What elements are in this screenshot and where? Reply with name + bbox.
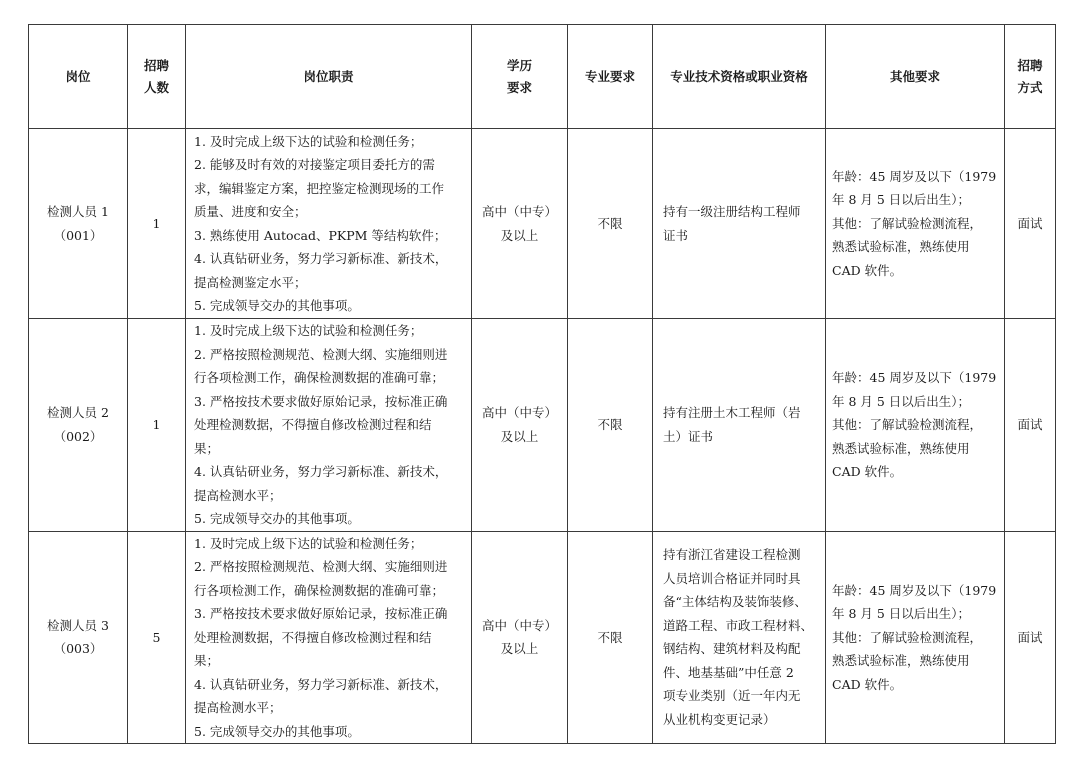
other-line: 年 8 月 5 日以后出生）； xyxy=(832,393,971,409)
other-line: CAD 软件。 xyxy=(832,464,903,479)
other-line: 其他：了解试验检测流程， xyxy=(832,215,983,231)
duty-line: 2. 能够及时有效的对接鉴定项目委托方的需 xyxy=(194,157,435,172)
header-major: 专业要求 xyxy=(568,25,653,129)
cell-count: 5 xyxy=(128,531,186,744)
duty-line: 2. 严格按照检测规范、检测大纲、实施细则进 xyxy=(194,559,448,574)
duty-line: 5. 完成领导交办的其他事项。 xyxy=(194,511,360,526)
duty-line: 2. 严格按照检测规范、检测大纲、实施细则进 xyxy=(194,346,448,362)
education-line: 高中（中专） xyxy=(481,204,557,219)
qualification-line: 从业机构变更记录） xyxy=(663,711,776,727)
qualification-line: 备“主体结构及装饰装修、 xyxy=(663,594,807,610)
table-row xyxy=(29,319,1056,532)
header-other: 其他要求 xyxy=(826,25,1005,129)
table-row xyxy=(29,531,1056,744)
other-line: 其他：了解试验检测流程， xyxy=(832,417,983,432)
duty-line: 4. 认真钻研业务，努力学习新标准、新技术， xyxy=(194,251,448,266)
duty-line: 3. 严格按技术要求做好原始记录，按标准正确 xyxy=(194,393,448,409)
cell-education xyxy=(472,129,568,319)
qualification-line: 土）证书 xyxy=(663,428,714,444)
duty-line: 3. 熟练使用 Autocad、PKPM 等结构软件； xyxy=(194,227,447,243)
cell-qualification xyxy=(653,531,826,744)
header-education xyxy=(472,25,568,129)
education-line: 及以上 xyxy=(500,641,539,657)
other-line: 其他：了解试验检测流程， xyxy=(832,629,983,645)
cell-major: 不限 xyxy=(568,319,653,532)
recruitment-table xyxy=(28,24,1056,744)
header-education-line: 要求 xyxy=(506,79,532,95)
cell-position xyxy=(29,319,128,532)
duty-line: 4. 认真钻研业务，努力学习新标准、新技术， xyxy=(194,464,448,479)
header-method-line: 招聘 xyxy=(1017,57,1043,73)
qualification-line: 持有浙江省建设工程检测 xyxy=(663,547,801,563)
cell-count: 1 xyxy=(128,319,186,532)
other-line: 年 8 月 5 日以后出生）； xyxy=(832,192,971,208)
qualification-line: 持有注册土木工程师（岩 xyxy=(663,405,801,421)
qualification-line: 持有一级注册结构工程师 xyxy=(663,204,801,219)
cell-duties xyxy=(186,129,472,319)
duty-line: 5. 完成领导交办的其他事项。 xyxy=(194,723,360,739)
cell-education xyxy=(472,531,568,744)
cell-count: 1 xyxy=(128,129,186,319)
cell-education xyxy=(472,319,568,532)
position-line: 检测人员 2 xyxy=(47,405,109,421)
header-count xyxy=(128,25,186,129)
duty-line: 果； xyxy=(194,653,220,668)
other-line: CAD 软件。 xyxy=(832,262,903,278)
qualification-line: 钢结构、建筑材料及构配 xyxy=(663,641,801,657)
education-line: 高中（中专） xyxy=(481,617,557,633)
other-line: 熟悉试验标准，熟练使用 xyxy=(832,239,970,255)
education-line: 及以上 xyxy=(500,428,539,444)
header-row xyxy=(29,25,1056,129)
cell-duties xyxy=(186,319,472,532)
duty-line: 3. 严格按技术要求做好原始记录，按标准正确 xyxy=(194,606,448,621)
duty-line: 求，编辑鉴定方案，把控鉴定检测现场的工作 xyxy=(194,180,445,196)
other-line: 年龄：45 周岁及以下（1979 xyxy=(832,370,997,385)
cell-major: 不限 xyxy=(568,129,653,319)
duty-line: 5. 完成领导交办的其他事项。 xyxy=(194,298,360,313)
duty-line: 1. 及时完成上级下达的试验和检测任务； xyxy=(194,535,423,551)
position-line: （001） xyxy=(53,227,103,243)
education-line: 高中（中专） xyxy=(481,405,557,421)
cell-qualification xyxy=(653,319,826,532)
header-method xyxy=(1005,25,1056,129)
duty-line: 提高检测鉴定水平； xyxy=(194,274,307,290)
header-method-line: 方式 xyxy=(1017,79,1043,95)
duty-line: 处理检测数据，不得擅自修改检测过程和结 xyxy=(194,417,432,432)
duty-line: 质量、进度和安全； xyxy=(194,204,307,219)
position-line: （002） xyxy=(53,428,103,444)
cell-method: 面试 xyxy=(1005,319,1056,532)
header-education-line: 学历 xyxy=(506,57,532,73)
qualification-line: 项专业类别（近一年内无 xyxy=(663,688,801,704)
education-line: 及以上 xyxy=(500,227,539,243)
other-line: CAD 软件。 xyxy=(832,676,903,692)
cell-method: 面试 xyxy=(1005,531,1056,744)
duty-line: 行各项检测工作，确保检测数据的准确可靠； xyxy=(194,582,445,598)
header-duties: 岗位职责 xyxy=(186,25,472,129)
cell-position xyxy=(29,129,128,319)
qualification-line: 道路工程、市政工程材料、 xyxy=(663,617,814,633)
cell-position xyxy=(29,531,128,744)
header-qualification: 专业技术资格或职业资格 xyxy=(653,25,826,129)
cell-other xyxy=(826,129,1005,319)
cell-other xyxy=(826,319,1005,532)
duty-line: 提高检测水平； xyxy=(194,487,282,503)
qualification-line: 证书 xyxy=(663,227,689,243)
duty-line: 1. 及时完成上级下达的试验和检测任务； xyxy=(194,133,423,149)
position-line: 检测人员 3 xyxy=(47,617,109,633)
duty-line: 处理检测数据，不得擅自修改检测过程和结 xyxy=(194,629,432,645)
qualification-line: 件、地基基础”中任意 2 xyxy=(663,664,794,680)
cell-duties xyxy=(186,531,472,744)
header-count-line: 招聘 xyxy=(143,57,169,73)
cell-method: 面试 xyxy=(1005,129,1056,319)
duty-line: 提高检测水平； xyxy=(194,700,282,715)
duty-line: 4. 认真钻研业务，努力学习新标准、新技术， xyxy=(194,676,448,692)
other-line: 年 8 月 5 日以后出生）； xyxy=(832,606,971,621)
other-line: 年龄：45 周岁及以下（1979 xyxy=(832,168,997,184)
header-count-line: 人数 xyxy=(143,79,169,95)
position-line: 检测人员 1 xyxy=(47,204,109,219)
position-line: （003） xyxy=(53,641,103,657)
duty-line: 果； xyxy=(194,440,220,456)
cell-other xyxy=(826,531,1005,744)
cell-qualification xyxy=(653,129,826,319)
cell-major: 不限 xyxy=(568,531,653,744)
table-row xyxy=(29,129,1056,319)
other-line: 熟悉试验标准，熟练使用 xyxy=(832,653,970,668)
duty-line: 1. 及时完成上级下达的试验和检测任务； xyxy=(194,323,423,338)
qualification-line: 人员培训合格证并同时具 xyxy=(663,570,801,586)
other-line: 熟悉试验标准，熟练使用 xyxy=(832,440,970,456)
duty-line: 行各项检测工作，确保检测数据的准确可靠； xyxy=(194,370,445,385)
other-line: 年龄：45 周岁及以下（1979 xyxy=(832,582,997,598)
header-position: 岗位 xyxy=(29,25,128,129)
